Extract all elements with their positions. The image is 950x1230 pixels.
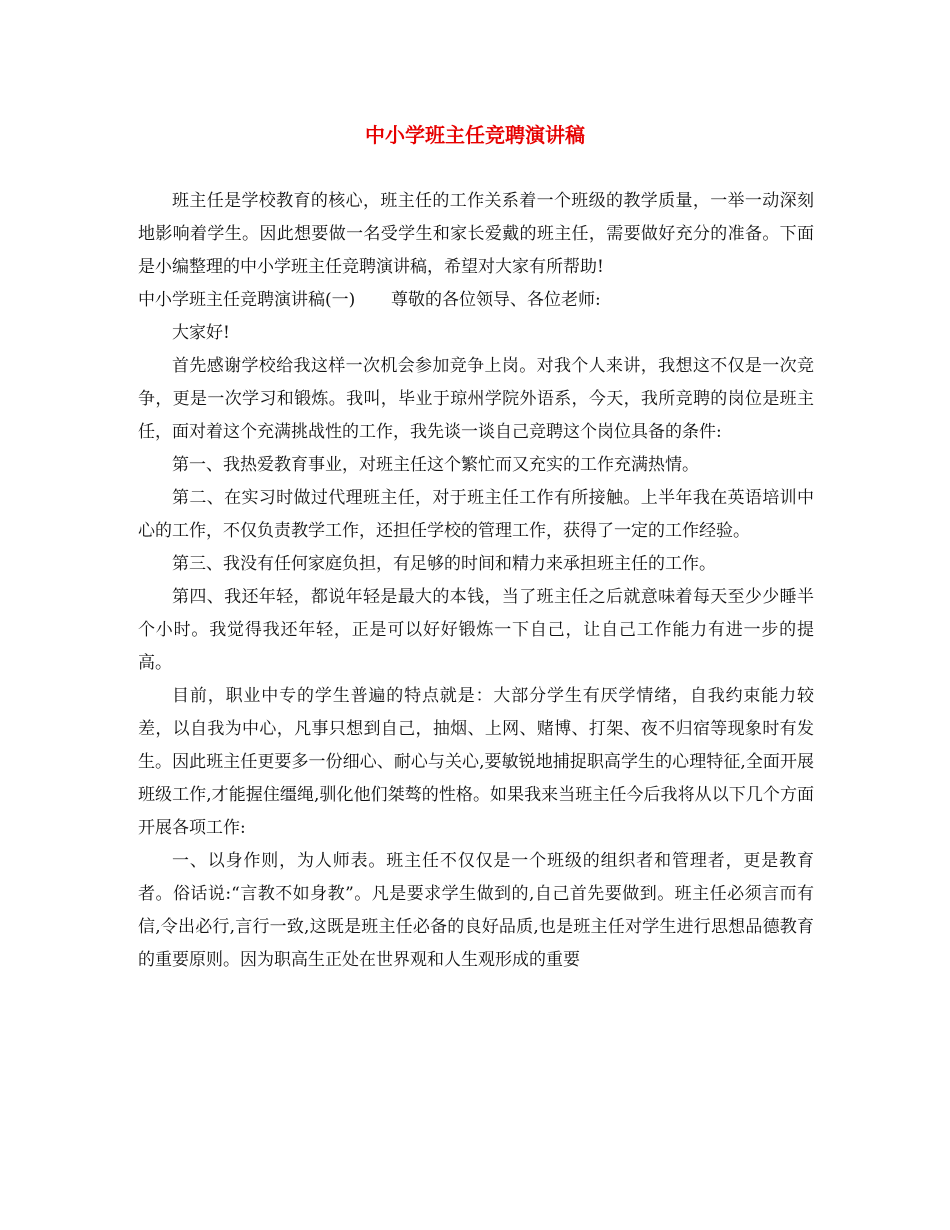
salutation: 尊敬的各位领导、各位老师: [390,290,601,310]
body-paragraph: 第四、我还年轻，都说年轻是最大的本钱，当了班主任之后就意味着每天至少少睡半个小时。我觉得我还年轻，正是可以好好锻炼一下自己，让自己工作能力有进一步的提高。 [138,587,814,673]
body-paragraph: 第二、在实习时做过代理班主任，对于班主任工作有所接触。上半年我在英语培训中心的工作，不仅负责教学工作，还担任学校的管理工作，获得了一定的工作经验。 [138,488,814,541]
greeting: 大家好! [172,323,230,343]
body-paragraph: 一、以身作则，为人师表。班主任不仅仅是一个班级的组织者和管理者，更是教育者。俗话说:“言教不如身教”。凡是要求学生做到的,自己首先要做到。班主任必须言而有信,令出必行,言行一致,这既是班主任必备的良好品质,也是班主任对学生进行思想品德教育的重要原则。因为职高生正处在世界观和人生观形成的重要 [138,851,814,970]
section-heading: 中小学班主任竞聘演讲稿(一) [138,290,356,310]
document-title: 中小学班主任竞聘演讲稿 [365,123,585,147]
section-heading-line [138,284,814,317]
document-body [138,185,814,977]
body-paragraph: 第一、我热爱教育事业，对班主任这个繁忙而又充实的工作充满热情。 [172,455,699,475]
body-paragraph: 第三、我没有任何家庭负担，有足够的时间和精力来承担班主任的工作。 [172,554,716,574]
intro-paragraph: 班主任是学校教育的核心，班主任的工作关系着一个班级的教学质量，一举一动深刻地影响着学生。因此想要做一名受学生和家长爱戴的班主任，需要做好充分的准备。下面是小编整理的中小学班主任竞聘演讲稿，希望对大家有所帮助! [138,191,814,277]
body-paragraph: 目前，职业中专的学生普遍的特点就是：大部分学生有厌学情绪，自我约束能力较差，以自我为中心，凡事只想到自己，抽烟、上网、赌博、打架、夜不归宿等现象时有发生。因此班主任更要多一份细心、耐心与关心,要敏锐地捕捉职高学生的心理特征,全面开展班级工作,才能握住缰绳,驯化他们桀骜的性格。如果我来当班主任今后我将从以下几个方面开展各项工作: [138,686,814,838]
body-paragraph: 首先感谢学校给我这样一次机会参加竞争上岗。对我个人来讲，我想这不仅是一次竞争，更是一次学习和锻炼。我叫，毕业于琼州学院外语系，今天，我所竞聘的岗位是班主任，面对着这个充满挑战性的工作，我先谈一谈自己竞聘这个岗位具备的条件: [138,356,814,442]
